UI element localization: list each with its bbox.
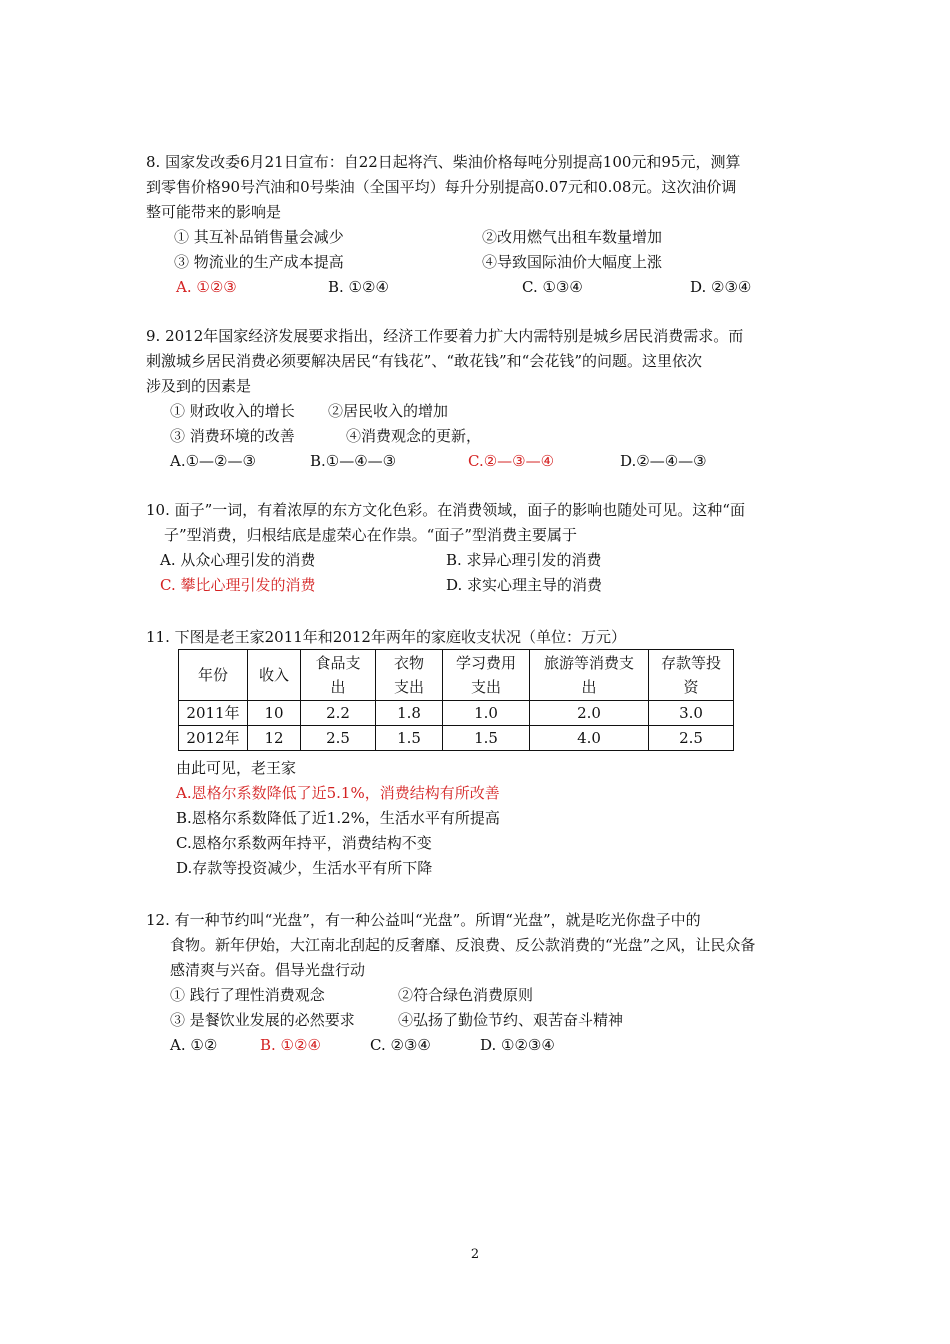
question-11-choices bbox=[176, 756, 776, 881]
choice-c: C. 攀比心理引发的消费 bbox=[160, 576, 316, 594]
choice-d: D. ①②③④ bbox=[480, 1036, 555, 1054]
table-cell: 2.0 bbox=[530, 701, 649, 726]
choice-b: B.①—④—③ bbox=[310, 452, 397, 470]
table-cell: 2012年 bbox=[179, 726, 248, 751]
statement-4: ④导致国际油价大幅度上涨 bbox=[482, 253, 663, 271]
statement-2: ②改用燃气出租车数量增加 bbox=[482, 228, 663, 246]
statement-4: ④弘扬了勤俭节约、艰苦奋斗精神 bbox=[398, 1011, 624, 1029]
choice-a: A. 从众心理引发的消费 bbox=[160, 551, 316, 569]
choice-d: D.存款等投资减少，生活水平有所下降 bbox=[176, 859, 433, 877]
table-cell: 10 bbox=[248, 701, 301, 726]
table-cell: 12 bbox=[248, 726, 301, 751]
question-9-choices bbox=[146, 449, 811, 474]
question-10-stem-line-1: 10. 面子”一词，有着浓厚的东方文化色彩。在消费领域，面子的影响也随处可见。这种“面 bbox=[146, 501, 745, 519]
question-9-stem-line-1: 9. 2012年国家经济发展要求指出，经济工作要着力扩大内需特别是城乡居民消费需求。而 bbox=[146, 327, 744, 345]
table-cell: 1.5 bbox=[443, 726, 530, 751]
question-11-title: 11. 下图是老王家2011年和2012年两年的家庭收支状况（单位：万元） bbox=[146, 628, 626, 646]
choice-c: C. ①③④ bbox=[522, 278, 583, 296]
choice-b: B. ①②④ bbox=[260, 1036, 321, 1054]
question-8 bbox=[146, 150, 811, 300]
statement-2: ②符合绿色消费原则 bbox=[398, 986, 534, 1004]
table-header-row bbox=[179, 650, 734, 701]
table-cell: 4.0 bbox=[530, 726, 649, 751]
question-9-statements-row-1 bbox=[146, 399, 811, 424]
question-8-statements-row-2 bbox=[146, 250, 811, 275]
table-row bbox=[179, 701, 734, 726]
choice-d: D. ②③④ bbox=[690, 278, 752, 296]
question-12-stem-line-1: 12. 有一种节约叫“光盘”，有一种公益叫“光盘”。所谓“光盘”，就是吃光你盘子中的 bbox=[146, 911, 701, 929]
choice-a: A. ①② bbox=[170, 1036, 218, 1054]
table-cell: 2011年 bbox=[179, 701, 248, 726]
statement-3: ③ 物流业的生产成本提高 bbox=[174, 253, 344, 271]
question-12 bbox=[146, 908, 811, 1058]
header-savings: 存款等投 资 bbox=[649, 650, 734, 701]
question-11-title-block bbox=[146, 625, 811, 650]
statement-1: ① 财政收入的增长 bbox=[170, 402, 295, 420]
page-number: 2 bbox=[470, 1247, 480, 1262]
question-12-stem-line-2: 食物。新年伊始，大江南北刮起的反奢靡、反浪费、反公款消费的“光盘”之风，让民众备 bbox=[170, 936, 756, 954]
choice-d: D. 求实心理主导的消费 bbox=[446, 576, 603, 594]
header-travel: 旅游等消费支 出 bbox=[530, 650, 649, 701]
question-8-stem-line-2: 到零售价格90号汽油和0号柴油（全国平均）每升分别提高0.07元和0.08元。这次油价调 bbox=[146, 178, 737, 196]
statement-1: ① 践行了理性消费观念 bbox=[170, 986, 325, 1004]
question-11-lead: 由此可见，老王家 bbox=[176, 759, 297, 777]
question-10-choices-row-2 bbox=[146, 573, 811, 598]
choice-c: C.恩格尔系数两年持平，消费结构不变 bbox=[176, 834, 432, 852]
choice-c: C. ②③④ bbox=[370, 1036, 431, 1054]
question-12-stem-line-3: 感清爽与兴奋。倡导光盘行动 bbox=[170, 961, 366, 979]
table-cell: 1.8 bbox=[376, 701, 443, 726]
statement-1: ① 其互补品销售量会减少 bbox=[174, 228, 344, 246]
header-income: 收入 bbox=[248, 650, 301, 701]
statement-2: ②居民收入的增加 bbox=[328, 402, 449, 420]
question-10-choices-row-1 bbox=[146, 548, 811, 573]
choice-d: D.②—④—③ bbox=[620, 452, 707, 470]
choice-b: B.恩格尔系数降低了近1.2%，生活水平有所提高 bbox=[176, 809, 500, 827]
table-cell: 2.5 bbox=[301, 726, 376, 751]
question-9-stem-line-3: 涉及到的因素是 bbox=[146, 377, 252, 395]
question-8-choices bbox=[146, 275, 811, 300]
question-12-statements-row-1 bbox=[146, 983, 811, 1008]
table-cell: 1.0 bbox=[443, 701, 530, 726]
question-8-stem-line-3: 整可能带来的影响是 bbox=[146, 203, 282, 221]
choice-b: B. 求异心理引发的消费 bbox=[446, 551, 602, 569]
header-year: 年份 bbox=[179, 650, 248, 701]
table-cell: 1.5 bbox=[376, 726, 443, 751]
question-12-choices bbox=[146, 1033, 811, 1058]
table-cell: 2.2 bbox=[301, 701, 376, 726]
header-study: 学习费用 支出 bbox=[443, 650, 530, 701]
table-cell: 3.0 bbox=[649, 701, 734, 726]
question-9-statements-row-2 bbox=[146, 424, 811, 449]
question-8-statements-row-1 bbox=[146, 225, 811, 250]
choice-b: B. ①②④ bbox=[328, 278, 389, 296]
question-10 bbox=[146, 498, 811, 598]
header-food: 食品支 出 bbox=[301, 650, 376, 701]
question-9 bbox=[146, 324, 811, 474]
header-clothing: 衣物 支出 bbox=[376, 650, 443, 701]
statement-3: ③ 消费环境的改善 bbox=[170, 427, 295, 445]
choice-a: A.恩格尔系数降低了近5.1%，消费结构有所改善 bbox=[176, 784, 500, 802]
choice-a: A.①—②—③ bbox=[170, 452, 256, 470]
household-budget-table bbox=[178, 649, 734, 751]
statement-3: ③ 是餐饮业发展的必然要求 bbox=[170, 1011, 355, 1029]
choice-c: C.②—③—④ bbox=[468, 452, 555, 470]
table-cell: 2.5 bbox=[649, 726, 734, 751]
question-8-stem-line-1: 8. 国家发改委6月21日宣布：自22日起将汽、柴油价格每吨分别提高100元和95元，测算 bbox=[146, 153, 741, 171]
table-row bbox=[179, 726, 734, 751]
choice-a: A. ①②③ bbox=[176, 278, 237, 296]
question-10-stem-line-2: 子”型消费，归根结底是虚荣心在作祟。“面子”型消费主要属于 bbox=[164, 526, 578, 544]
statement-4: ④消费观念的更新， bbox=[346, 427, 482, 445]
question-9-stem-line-2: 刺激城乡居民消费必须要解决居民“有钱花”、“敢花钱”和“会花钱”的问题。这里依次 bbox=[146, 352, 703, 370]
question-12-statements-row-2 bbox=[146, 1008, 811, 1033]
